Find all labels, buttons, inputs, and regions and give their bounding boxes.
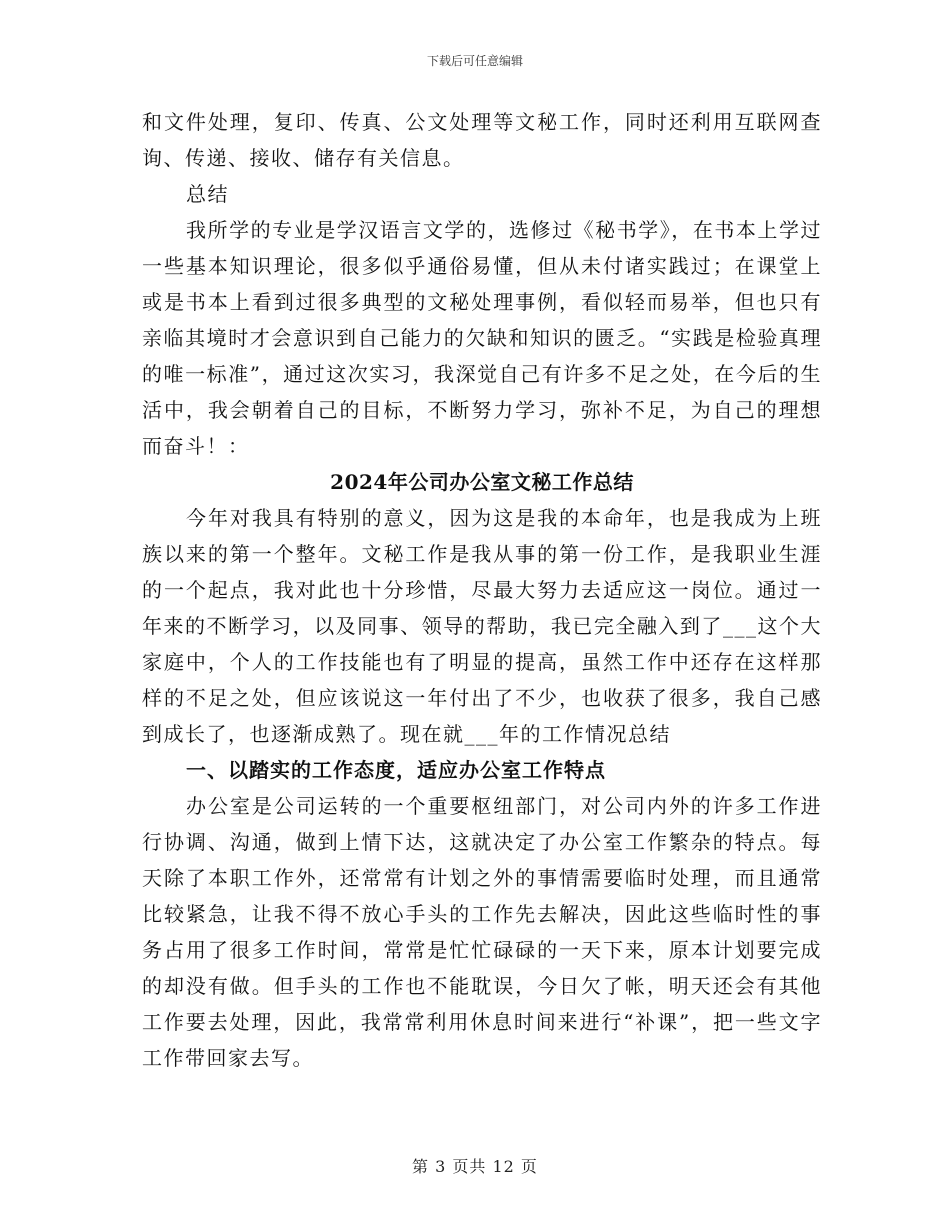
document-title: 2024年公司办公室文秘工作总结 — [330, 470, 634, 494]
intro-paragraph: 今年对我具有特别的意义，因为这是我的本命年，也是我成为上班族以来的第一个整年。文秘工作是我从事的第一份工作，是我职业生涯的一个起点，我对此也十分珍惜，尽最大努力去适应这一岗位。通过一年来的不断学习，以及同事、领导的帮助，我已完全融入到了___这个大家庭中，个人的工作技能也有了明显的提高，虽然工作中还存在这样那样的不足之处，但应该说这一年付出了不少，也收获了很多，我自己感到成长了，也逐渐成熟了。现在就___年的工作情况总结 — [142, 506, 822, 746]
section-heading-1: 一、以踏实的工作态度，适应办公室工作特点 — [186, 758, 606, 782]
continued-paragraph: 和文件处理，复印、传真、公文处理等文秘工作，同时还利用互联网查询、传递、接收、储存有关信息。 — [142, 110, 822, 170]
page-number: 第 3 页共 12 页 — [412, 1157, 538, 1176]
section-1-paragraph: 办公室是公司运转的一个重要枢纽部门，对公司内外的许多工作进行协调、沟通，做到上情下达，这就决定了办公室工作繁杂的特点。每天除了本职工作外，还常常有计划之外的事情需要临时处理，而且通常比较紧急，让我不得不放心手头的工作先去解决，因此这些临时性的事务占用了很多工作时间，常常是忙忙碌碌的一天下来，原本计划要完成的却没有做。但手头的工作也不能耽误，今日欠了帐，明天还会有其他工作要去处理，因此，我常常利用休息时间来进行“补课”，把一些文字工作带回家去写。 — [142, 794, 822, 1070]
summary-label: 总结 — [186, 182, 229, 206]
page-header: 下载后可任意编辑 — [426, 54, 523, 68]
summary-paragraph: 我所学的专业是学汉语言文学的，选修过《秘书学》，在书本上学过一些基本知识理论，很多似乎通俗易懂，但从未付诸实践过；在课堂上或是书本上看到过很多典型的文秘处理事例，看似轻而易举，但也只有亲临其境时才会意识到自己能力的欠缺和知识的匮乏。“实践是检验真理的唯一标准”，通过这次实习，我深觉自己有许多不足之处，在今后的生活中，我会朝着自己的目标，不断努力学习，弥补不足，为自己的理想而奋斗！： — [142, 218, 822, 458]
document-body — [142, 104, 822, 1076]
